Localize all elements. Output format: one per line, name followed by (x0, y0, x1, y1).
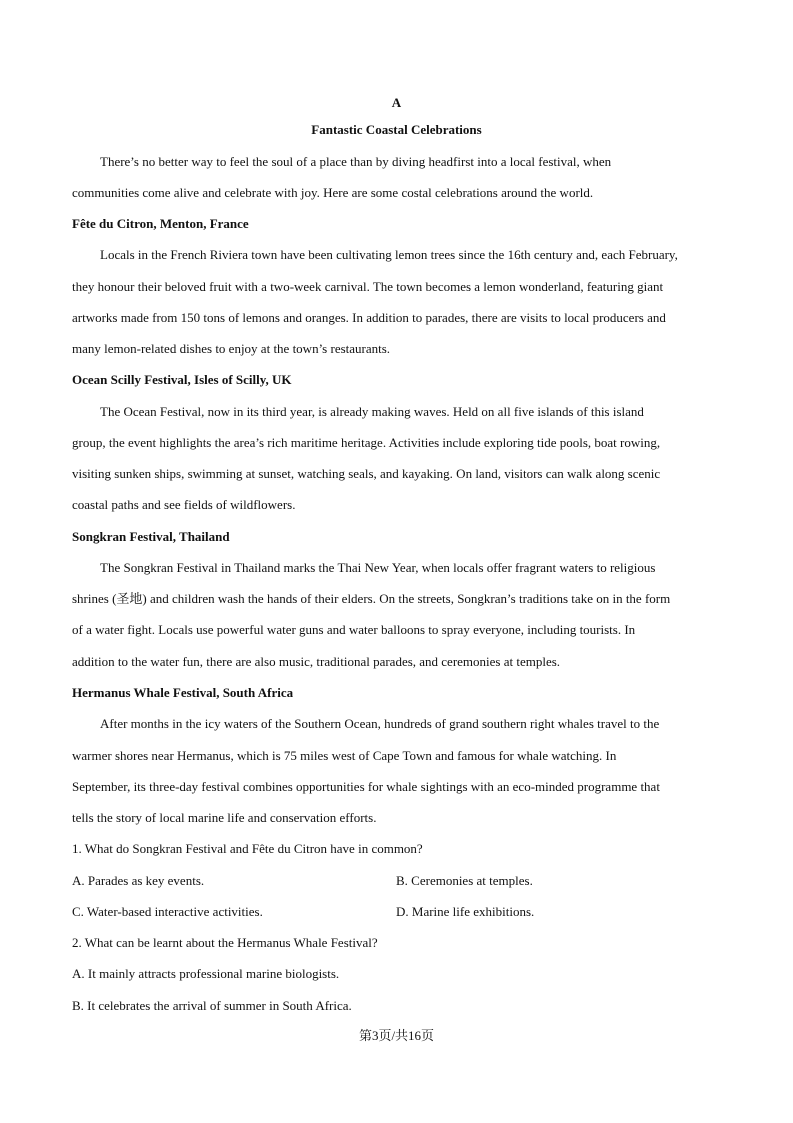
section-text: warmer shores near Hermanus, which is 75 miles west of Cape Town and famous for whale watching. In (72, 748, 617, 763)
section-text: After months in the icy waters of the Southern Ocean, hundreds of grand southern right whales travel to the (100, 716, 660, 731)
section-text: group, the event highlights the area’s rich maritime heritage. Activities include exploring tide pools, boat rowing, (72, 435, 661, 450)
intro-line: There’s no better way to feel the soul of a place than by diving headfirst into a local festival, when (100, 154, 612, 169)
answer-option-a: A. Parades as key events. (72, 873, 205, 888)
section-heading: Fête du Citron, Menton, France (72, 216, 249, 231)
answer-option-b: B. Ceremonies at temples. (396, 873, 533, 888)
section-heading: Songkran Festival, Thailand (72, 529, 230, 544)
answer-option-a: A. It mainly attracts professional marine biologists. (72, 966, 340, 981)
section-text: of a water fight. Locals use powerful water guns and water balloons to spray everyone, including tourists. In (72, 622, 636, 637)
section-text: The Ocean Festival, now in its third year, is already making waves. Held on all five islands of this island (100, 404, 644, 419)
section-text: coastal paths and see fields of wildflowers. (72, 497, 296, 512)
section-text: they honour their beloved fruit with a two-week carnival. The town becomes a lemon wonderland, featuring giant (72, 279, 664, 294)
passage-title: Fantastic Coastal Celebrations (311, 122, 482, 137)
section-letter: A (391, 95, 402, 110)
answer-option-c: C. Water-based interactive activities. (72, 904, 263, 919)
page-footer: 第3页/共16页 (358, 1028, 435, 1043)
section-text: artworks made from 150 tons of lemons and oranges. In addition to parades, there are visits to local producers and (72, 310, 666, 325)
section-text: Locals in the French Riviera town have been cultivating lemon trees since the 16th century and, each February, (100, 247, 678, 262)
section-heading: Ocean Scilly Festival, Isles of Scilly, UK (72, 372, 292, 387)
section-text: September, its three-day festival combines opportunities for whale sightings with an eco-minded programme that (72, 779, 660, 794)
section-text: addition to the water fun, there are also music, traditional parades, and ceremonies at temples. (72, 654, 561, 669)
question-stem: 1. What do Songkran Festival and Fête du Citron have in common? (72, 841, 423, 856)
section-text: The Songkran Festival in Thailand marks the Thai New Year, when locals offer fragrant waters to religious (100, 560, 656, 575)
section-text: many lemon-related dishes to enjoy at the town’s restaurants. (72, 341, 391, 356)
answer-option-b: B. It celebrates the arrival of summer in South Africa. (72, 998, 352, 1013)
answer-option-d: D. Marine life exhibitions. (396, 904, 535, 919)
question-stem: 2. What can be learnt about the Hermanus Whale Festival? (72, 935, 378, 950)
section-text: tells the story of local marine life and conservation efforts. (72, 810, 377, 825)
section-heading: Hermanus Whale Festival, South Africa (72, 685, 294, 700)
intro-line: communities come alive and celebrate with joy. Here are some costal celebrations around the world. (72, 185, 594, 200)
section-text: visiting sunken ships, swimming at sunset, watching seals, and kayaking. On land, visitors can walk along scenic (72, 466, 661, 481)
section-text: shrines (圣地) and children wash the hands of their elders. On the streets, Songkran’s traditions take on in the form (72, 591, 671, 606)
